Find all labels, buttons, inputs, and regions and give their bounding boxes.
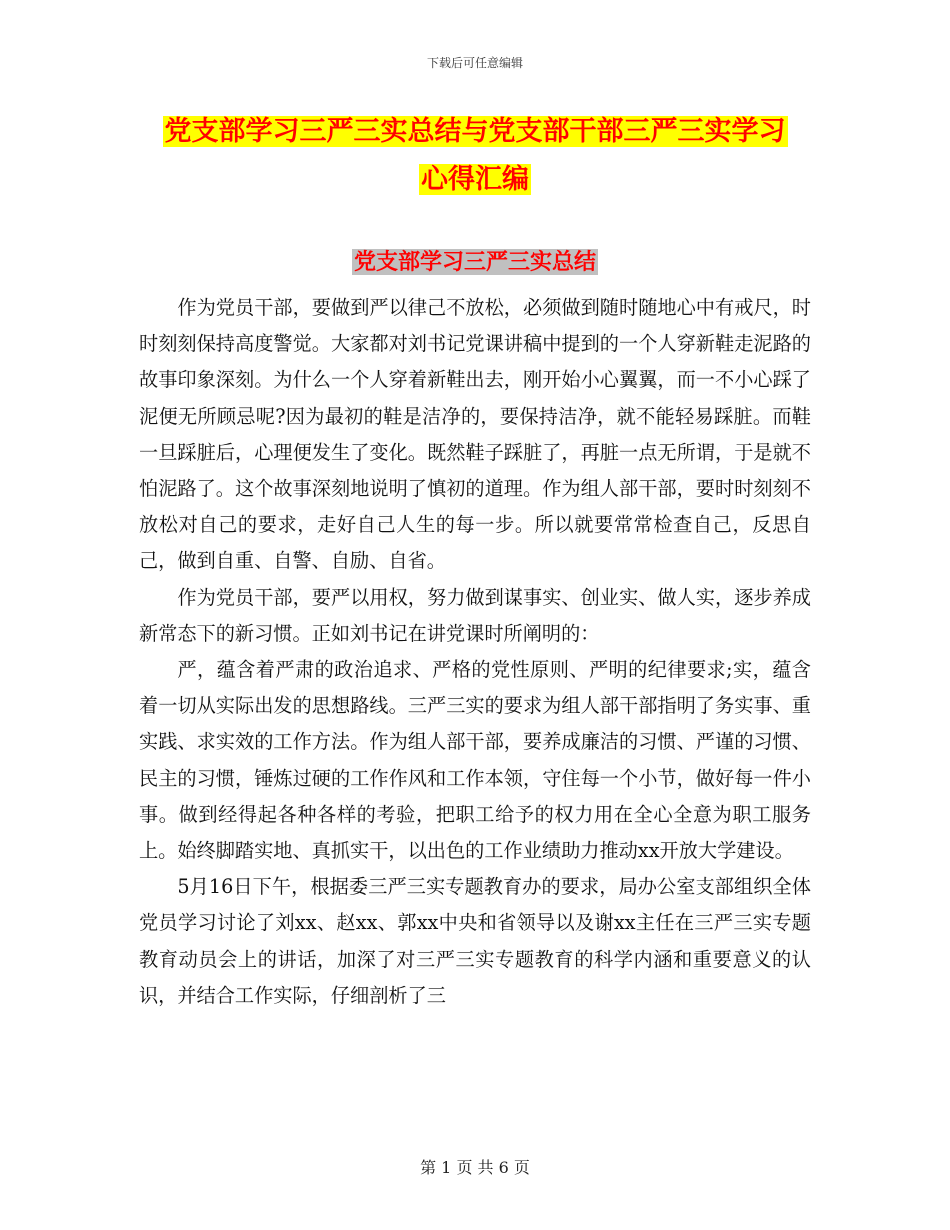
document-title-line-1 <box>0 108 950 156</box>
paragraph-1: 作为党员干部，要做到严以律己不放松，必须做到随时随地心中有戒尺，时时刻刻保持高度警觉。大家都对刘书记党课讲稿中提到的一个人穿新鞋走泥路的故事印象深刻。为什么一个人穿着新鞋出去，刚开始小心翼翼，而一不小心踩了泥便无所顾忌呢?因为最初的鞋是洁净的，要保持洁净，就不能轻易踩脏。而鞋一旦踩脏后，心理便发生了变化。既然鞋子踩脏了，再脏一点无所谓，于是就不怕泥路了。这个故事深刻地说明了慎初的道理。作为组人部干部，要时时刻刻不放松对自己的要求，走好自己人生的每一步。所以就要常常检查自己，反思自己，做到自重、自警、自励、自省。 <box>139 296 811 573</box>
paragraph-2: 作为党员干部，要严以用权，努力做到谋事实、创业实、做人实，逐步养成新常态下的新习惯。正如刘书记在讲党课时所阐明的： <box>139 585 811 645</box>
document-title-line-2 <box>0 156 950 204</box>
page-header-note: 下载后可任意编辑 <box>426 56 523 70</box>
paragraph-4: 5月16日下午，根据委三严三实专题教育办的要求，局办公室支部组织全体党员学习讨论了刘xx、赵xx、郭xx中央和省领导以及谢xx主任在三严三实专题教育动员会上的讲话，加深了对三严三实专题教育的科学内涵和重要意义的认识，并结合工作实际，仔细剖析了三 <box>139 875 811 1007</box>
document-title <box>0 108 950 204</box>
page-number-footer: 第 1 页 共 6 页 <box>420 1158 530 1177</box>
paragraph-3: 严，蕴含着严肃的政治追求、严格的党性原则、严明的纪律要求;实，蕴含着一切从实际出发的思想路线。三严三实的要求为组人部干部指明了务实事、重实践、求实效的工作方法。作为组人部干部，要养成廉洁的习惯、严谨的习惯、民主的习惯，锤炼过硬的工作作风和工作本领，守住每一个小节，做好每一件小事。做到经得起各种各样的考验，把职工给予的权力用在全心全意为职工服务上。始终脚踏实地、真抓实干，以出色的工作业绩助力推动xx开放大学建设。 <box>139 658 811 863</box>
title-line-1-text: 党支部学习三严三实总结与党支部干部三严三实学习 <box>164 116 786 147</box>
section-title-text: 党支部学习三严三实总结 <box>353 249 596 275</box>
section-title <box>0 244 950 280</box>
document-body <box>139 290 811 1014</box>
title-line-2-text: 心得汇编 <box>421 164 529 195</box>
